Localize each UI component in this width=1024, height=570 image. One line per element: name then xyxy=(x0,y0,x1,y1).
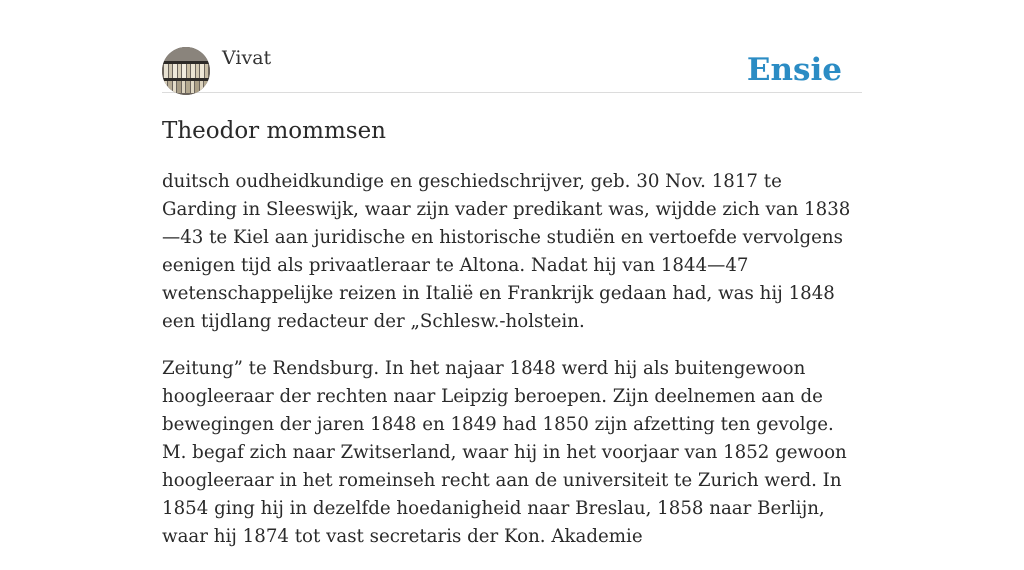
article-paragraph: duitsch oudheidkundige en geschiedschrijver, geb. 30 Nov. 1817 te Garding in Sleeswijk, waar zijn vader predikant was, wijdde zich van 1838—43 te Kiel aan juridische en historische studiën en vertoefde vervolgens eenigen tijd als privaatleraar te Altona. Nadat hij van 1844—47 wetenschappelijke reizen in Italië en Frankrijk gedaan had, was hij 1848 een tijdlang redacteur der „Schlesw.-holstein. xyxy=(162,171,851,332)
author-avatar[interactable] xyxy=(162,47,210,95)
article-body xyxy=(162,168,862,570)
bookshelf-icon xyxy=(162,47,210,95)
article-header xyxy=(162,46,862,93)
author-name[interactable]: Vivat xyxy=(222,47,272,69)
article-title: Theodor mommsen xyxy=(162,118,386,144)
brand-logo[interactable]: Ensie xyxy=(746,52,842,88)
article-paragraph: Zeitung” te Rendsburg. In het najaar 1848 werd hij als buitengewoon hoogleeraar der rechten naar Leipzig beroepen. Zijn deelnemen aan de bewegingen der jaren 1848 en 1849 had 1850 zijn afzetting ten gevolge. M. begaf zich naar Zwitserland, waar hij in het voorjaar van 1852 gewoon hoogleeraar in het romeinseh recht aan de universiteit te Zurich werd. In 1854 ging hij in dezelfde hoedanigheid naar Breslau, 1858 naar Berlijn, waar hij 1874 tot vast secretaris der Kon. Akademie xyxy=(162,358,847,547)
article-page xyxy=(162,0,862,547)
